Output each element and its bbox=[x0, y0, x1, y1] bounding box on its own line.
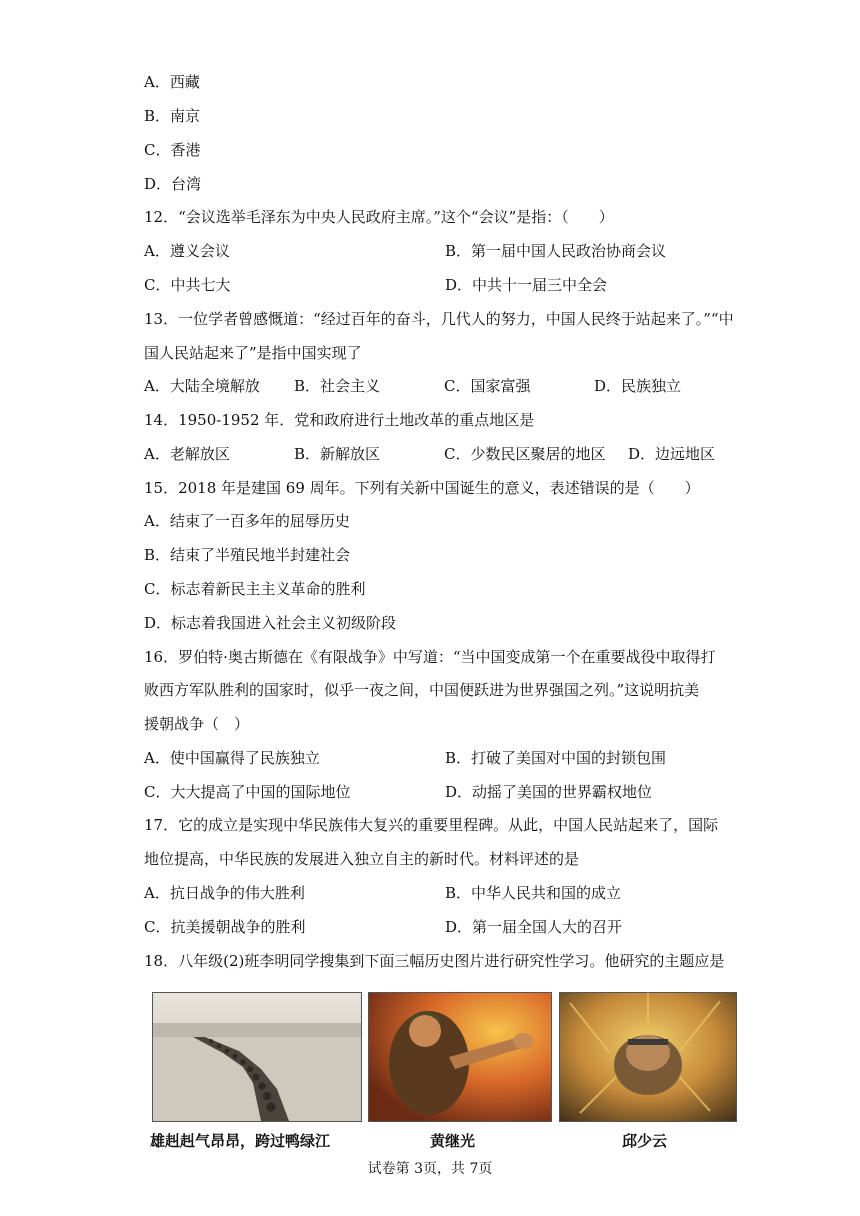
q14-option-a: A．老解放区 bbox=[144, 445, 230, 463]
photo-caption-1: 雄赳赳气昂昂，跨过鸭绿江 bbox=[150, 1132, 331, 1150]
q17-option-c: C．抗美援朝战争的胜利 bbox=[144, 918, 306, 936]
q12-option-c: C．中共七大 bbox=[144, 276, 231, 294]
q16-stem-line3: 援朝战争（ ） bbox=[144, 715, 250, 733]
q16-option-a: A．使中国赢得了民族独立 bbox=[144, 749, 320, 767]
q16-option-d: D．动摇了美国的世界霸权地位 bbox=[445, 783, 653, 801]
q15-option-a: A．结束了一百多年的屈辱历史 bbox=[144, 512, 350, 530]
q11-option-c: C．香港 bbox=[144, 141, 201, 159]
q13-option-d: D．民族独立 bbox=[594, 377, 682, 395]
q17-option-b: B．中华人民共和国的成立 bbox=[445, 884, 622, 902]
q18-stem: 18．八年级(2)班李明同学搜集到下面三幅历史图片进行研究性学习。他研究的主题应是 bbox=[144, 952, 725, 970]
q12-option-b: B．第一届中国人民政治协商会议 bbox=[445, 242, 667, 260]
page-footer: 试卷第 3页，共 7页 bbox=[367, 1161, 493, 1177]
photo-crossing-yalu-river-image bbox=[153, 993, 361, 1121]
q14-stem: 14．1950-1952 年．党和政府进行土地改革的重点地区是 bbox=[144, 411, 535, 429]
photo-caption-3: 邱少云 bbox=[622, 1132, 668, 1150]
q17-stem-line1: 17．它的成立是实现中华民族伟大复兴的重要里程碑。从此，中国人民站起来了，国际 bbox=[144, 816, 719, 834]
q14-option-c: C．少数民区聚居的地区 bbox=[444, 445, 606, 463]
q17-stem-line2: 地位提高，中华民族的发展进入独立自主的新时代。材料评述的是 bbox=[144, 850, 580, 868]
q16-option-b: B．打破了美国对中国的封锁包围 bbox=[445, 749, 667, 767]
q12-option-a: A．遵义会议 bbox=[144, 242, 230, 260]
q15-option-d: D．标志着我国进入社会主义初级阶段 bbox=[144, 614, 397, 632]
q13-option-a: A．大陆全境解放 bbox=[144, 377, 260, 395]
q12-option-d: D．中共十一届三中全会 bbox=[445, 276, 608, 294]
q14-option-b: B．新解放区 bbox=[294, 445, 381, 463]
q16-stem-line2: 败西方军队胜利的国家时，似乎一夜之间，中国便跃进为世界强国之列。”这说明抗美 bbox=[144, 681, 700, 699]
q13-option-b: B．社会主义 bbox=[294, 377, 381, 395]
q13-option-c: C．国家富强 bbox=[444, 377, 531, 395]
photo-caption-2: 黄继光 bbox=[430, 1132, 476, 1150]
q17-option-d: D．第一届全国人大的召开 bbox=[445, 918, 623, 936]
q17-option-a: A．抗日战争的伟大胜利 bbox=[144, 884, 305, 902]
photo-huang-jiguang bbox=[368, 992, 552, 1122]
photo-huang-jiguang-image bbox=[369, 993, 551, 1121]
q13-stem-line1: 13．一位学者曾感慨道：“经过百年的奋斗，几代人的努力，中国人民终于站起来了。”“中 bbox=[144, 310, 734, 328]
q15-stem: 15．2018 年是建国 69 周年。下列有关新中国诞生的意义，表述错误的是（ ） bbox=[144, 479, 700, 497]
q14-option-d: D．边远地区 bbox=[628, 445, 716, 463]
q11-option-d: D．台湾 bbox=[144, 175, 202, 193]
q16-stem-line1: 16．罗伯特·奥古斯德在《有限战争》中写道：“当中国变成第一个在重要战役中取得打 bbox=[144, 648, 716, 666]
photo-crossing-yalu-river bbox=[152, 992, 362, 1122]
q15-option-b: B．结束了半殖民地半封建社会 bbox=[144, 546, 351, 564]
photo-qiu-shaoyun bbox=[559, 992, 737, 1122]
q11-option-a: A．西藏 bbox=[144, 73, 200, 91]
q15-option-c: C．标志着新民主主义革命的胜利 bbox=[144, 580, 366, 598]
q11-option-b: B．南京 bbox=[144, 107, 201, 125]
q12-stem: 12．“会议选举毛泽东为中央人民政府主席。”这个“会议”是指：（ ） bbox=[144, 208, 614, 226]
q13-stem-line2: 国人民站起来了”是指中国实现了 bbox=[144, 344, 362, 362]
photo-qiu-shaoyun-image bbox=[560, 993, 736, 1121]
q16-option-c: C．大大提高了中国的国际地位 bbox=[144, 783, 351, 801]
